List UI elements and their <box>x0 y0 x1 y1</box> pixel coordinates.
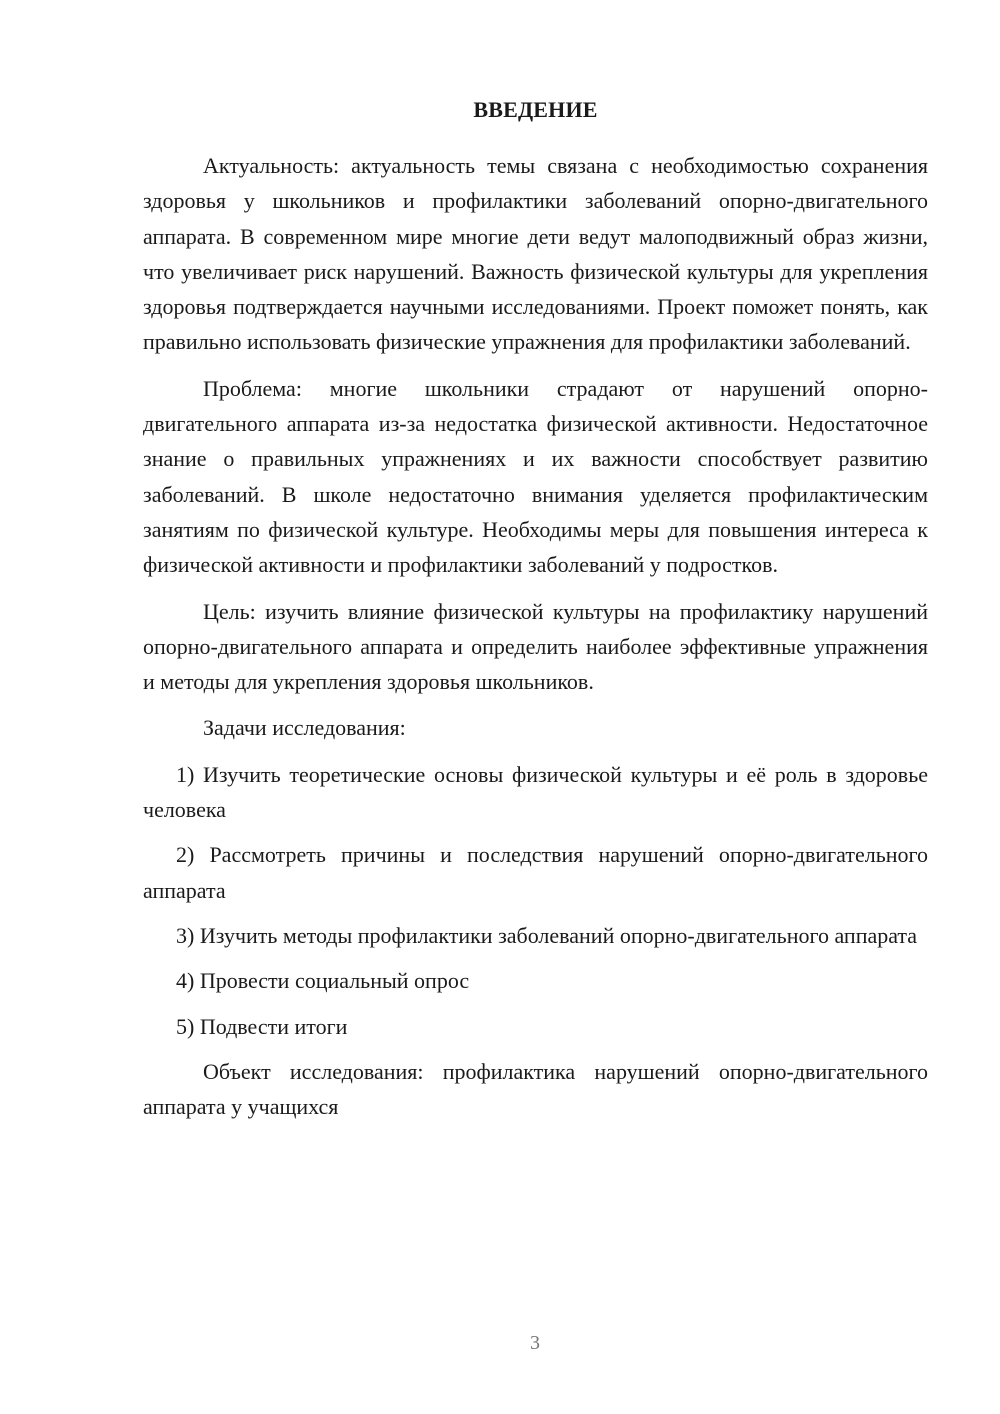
task-item-2: 2) Рассмотреть причины и последствия нарушений опорно-двигательного аппарата <box>143 842 928 903</box>
problem-paragraph: Проблема: многие школьники страдают от нарушений опорно-двигательного аппарата из-за недостатка физической активности. Недостаточное знание о правильных упражнениях и их важности способствует развитию заболеваний. В школе недостаточно внимания уделяется профилактическим занятиям по физической культуре. Необходимы меры для повышения интереса к физической активности и профилактики заболеваний у подростков. <box>143 375 928 578</box>
relevance-paragraph: Актуальность: актуальность темы связана с необходимостью сохранения здоровья у школьников и профилактики заболеваний опорно-двигательного аппарата. В современном мире многие дети ведут малоподвижный образ жизни, что увеличивает риск нарушений. Важность физической культуры для укрепления здоровья подтверждается научными исследованиями. Проект поможет понять, как правильно использовать физические упражнения для профилактики заболеваний. <box>143 153 928 355</box>
tasks-heading: Задачи исследования: <box>203 715 406 741</box>
research-object-paragraph: Объект исследования: профилактика нарушений опорно-двигательного аппарата у учащихся <box>143 1058 928 1120</box>
section-title: ВВЕДЕНИЕ <box>473 97 598 122</box>
task-item-3: 3) Изучить методы профилактики заболеваний опорно-двигательного аппарата <box>176 922 918 948</box>
task-item-4: 4) Провести социальный опрос <box>176 968 470 994</box>
page-body <box>143 92 928 1124</box>
page-number: 3 <box>530 1332 540 1354</box>
task-item-1: 1) Изучить теоретические основы физической культуры и её роль в здоровье человека <box>143 761 928 823</box>
goal-paragraph: Цель: изучить влияние физической культуры на профилактику нарушений опорно-двигательного аппарата и определить наиболее эффективные упражнения и методы для укрепления здоровья школьников. <box>143 598 928 695</box>
task-item-5: 5) Подвести итоги <box>176 1013 348 1039</box>
